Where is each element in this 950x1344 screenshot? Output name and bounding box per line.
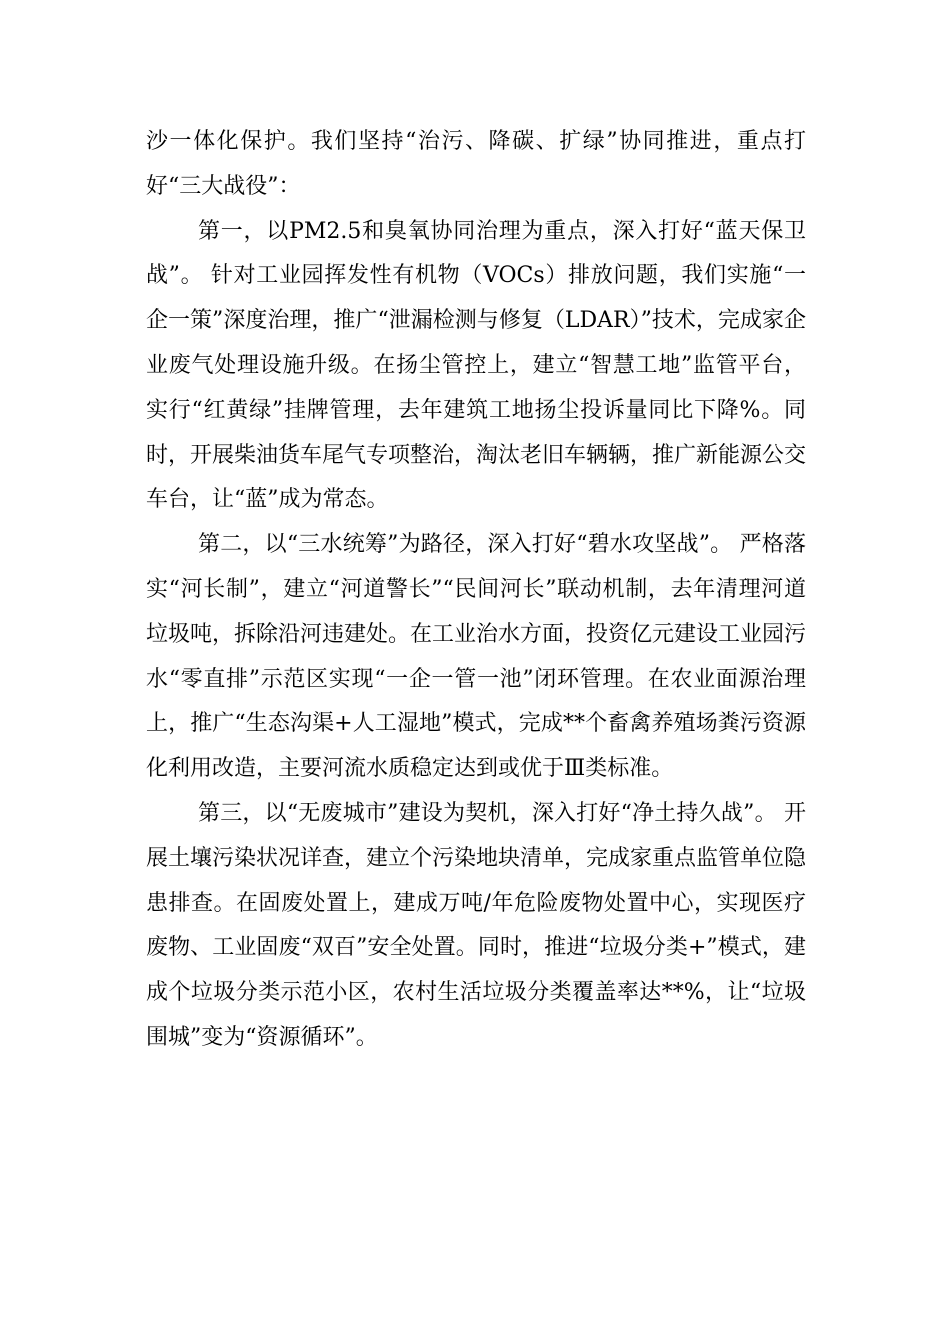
document-body xyxy=(146,120,806,1061)
paragraph-clean-soil: 第三，以“无废城市”建设为契机，深入打好“净土持久战”。 开展土壤污染状况详查，建立个污染地块清单，完成家重点监管单位隐患排查。在固废处置上，建成万吨/年危险废物处置中心，实现医疗废物、工业固废“双百”安全处置。同时，推进“垃圾分类+”模式，建成个垃圾分类示范小区，农村生活垃圾分类覆盖率达**%，让“垃圾围城”变为“资源循环”。 xyxy=(146,800,807,1050)
paragraph-blue-sky: 第一，以PM2.5和臭氧协同治理为重点，深入打好“蓝天保卫战”。 针对工业园挥发性有机物（VOCs）排放问题，我们实施“一企一策”深度治理，推广“泄漏检测与修复（LDAR）”技术，完成家企业废气处理设施升级。在扬尘管控上，建立“智慧工地”监管平台，实行“红黄绿”挂牌管理，去年建筑工地扬尘投诉量同比下降%。同时，开展柴油货车尾气专项整治，淘汰老旧车辆辆，推广新能源公交车台，让“蓝”成为常态。 xyxy=(146,218,807,513)
paragraph-continuation: 沙一体化保护。我们坚持“治污、降碳、扩绿”协同推进，重点打好“三大战役”： xyxy=(146,129,806,199)
paragraph-clear-water: 第二，以“三水统筹”为路径，深入打好“碧水攻坚战”。 严格落实“河长制”，建立“河道警长”“民间河长”联动机制，去年清理河道垃圾吨，拆除沿河违建处。在工业治水方面，投资亿元建设工业园污水“零直排”示范区实现“一企一管一池”闭环管理。在农业面源治理上，推广“生态沟渠+人工湿地”模式，完成**个畜禽养殖场粪污资源化利用改造，主要河流水质稳定达到或优于Ⅲ类标准。 xyxy=(146,532,807,782)
